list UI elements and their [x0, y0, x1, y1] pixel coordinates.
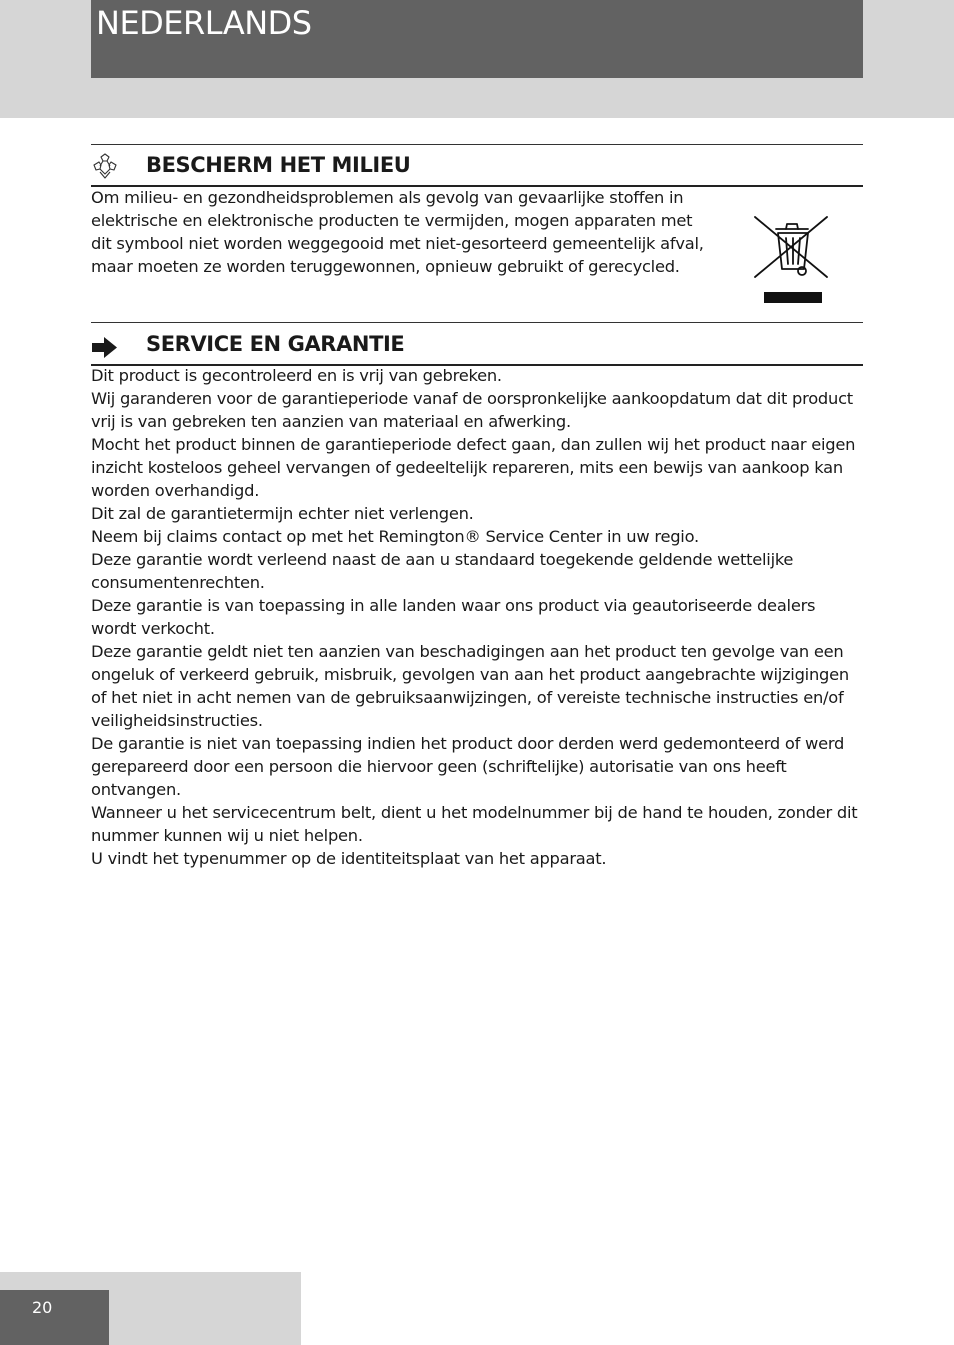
service-paragraph: Mocht het product binnen de garantieperiode defect gaan, dan zullen wij het product naar eigen inzicht kosteloos geheel vervangen of gedeeltelijk repareren, mits een bewijs van aankoop kan worden overhandigd. [91, 435, 856, 500]
service-paragraph: U vindt het typenummer op de identiteitsplaat van het apparaat. [91, 849, 607, 868]
environment-text: Om milieu- en gezondheidsproblemen als gevolg van gevaarlijke stoffen in elektrische en elektronische producten te vermijden, mogen apparaten met dit symbool niet worden weggegooid met niet-gesorteerd gemeentelijk afval, maar moeten ze worden teruggewonnen, opnieuw gebruikt of gerecycled. [91, 188, 704, 276]
service-paragraph: Deze garantie wordt verleend naast de aan u standaard toegekende geldende wettelijke consumentenrechten. [91, 550, 794, 592]
crossed-out-wheelie-bin-icon [752, 214, 832, 306]
recycle-icon [91, 152, 119, 180]
arrow-right-icon [91, 334, 119, 362]
language-banner [91, 0, 863, 78]
service-paragraph: Deze garantie geldt niet ten aanzien van beschadigingen aan het product ten gevolge van een ongeluk of verkeerd gebruik, misbruik, gevolgen van aan het product aangebrachte wijzigingen of het niet in acht nemen van de gebruiksaanwijzingen, of vereiste technische instructies en/of veiligheidsinstructies. [91, 642, 849, 730]
language-title: NEDERLANDS [96, 4, 312, 42]
page-number-box [0, 1290, 109, 1345]
service-paragraph: De garantie is niet van toepassing indien het product door derden werd gedemonteerd of werd gerepareerd door een persoon die hiervoor geen (schriftelijke) autorisatie van ons heeft ontvangen. [91, 734, 845, 799]
service-paragraph: Wij garanderen voor de garantieperiode vanaf de oorspronkelijke aankoopdatum dat dit product vrij is van gebreken ten aanzien van materiaal en afwerking. [91, 389, 853, 431]
service-paragraph: Wanneer u het servicecentrum belt, dient u het modelnummer bij de hand te houden, zonder dit nummer kunnen wij u niet helpen. [91, 803, 858, 845]
service-paragraph: Deze garantie is van toepassing in alle landen waar ons product via geautoriseerde dealers wordt verkocht. [91, 596, 816, 638]
section-heading-service: SERVICE EN GARANTIE [146, 332, 405, 356]
service-paragraph: Dit zal de garantietermijn echter niet verlengen. [91, 504, 474, 523]
service-paragraph: Neem bij claims contact op met het Remington® Service Center in uw regio. [91, 527, 699, 546]
service-paragraph: Dit product is gecontroleerd en is vrij van gebreken. [91, 366, 502, 385]
page-number: 20 [32, 1298, 53, 1317]
service-text [91, 364, 863, 870]
section-divider [91, 322, 863, 323]
section-divider [91, 144, 863, 145]
section-heading-environment: BESCHERM HET MILIEU [146, 153, 411, 177]
